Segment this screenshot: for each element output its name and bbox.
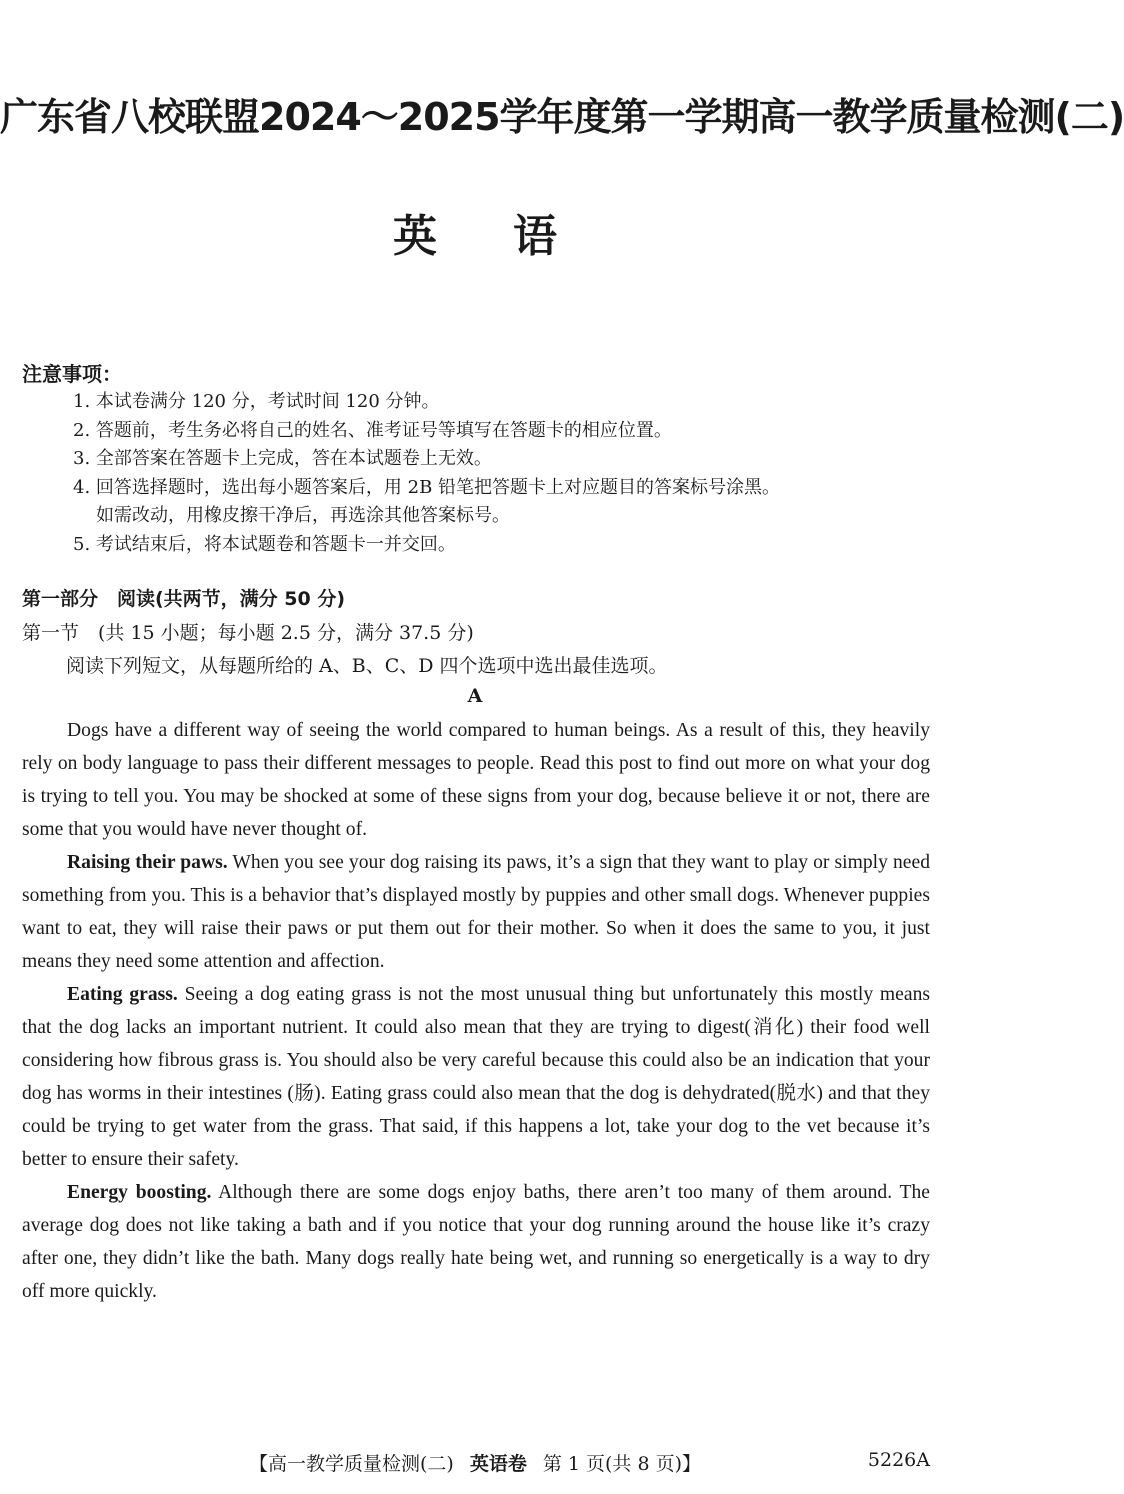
notice-item: 1. 本试卷满分 120 分，考试时间 120 分钟。 [73, 391, 440, 412]
passage-paragraph [22, 846, 930, 978]
subject-char-2: 语 [513, 211, 557, 262]
subject-char-1: 英 [393, 211, 437, 262]
paragraph-text: Although there are some dogs enjoy baths, there aren’t too many of them around. The average dog does not like taking a bath and if you notice that your dog running around the house like it’s crazy after one, they didn’t like the bath. Many dogs really hate being wet, and running so energetically is a way to dry off more quickly. [22, 1182, 930, 1302]
notice-list [73, 388, 943, 559]
paragraph-text: When you see your dog raising its paws, it’s a sign that they want to play or simply need something from you. This is a behavior that’s displayed mostly by puppies and other small dogs. Whenever puppies want to eat, they will raise their paws or put them out for their mother. So when it does the same to you, it just means they need some attention and affection. [22, 852, 930, 972]
passage-a [22, 714, 930, 1308]
footer-page-number: 第 1 页(共 8 页)】 [542, 1453, 701, 1475]
notice-item-continuation: 如需改动，用橡皮擦干净后，再选涂其他答案标号。 [96, 505, 510, 526]
notice-heading: 注意事项： [22, 362, 122, 386]
section-heading: 第一节 (共 15 小题；每小题 2.5 分，满分 37.5 分) [22, 622, 474, 644]
paragraph-text: Seeing a dog eating grass is not the most unusual thing but unfortunately this mostly means that the dog lacks an important nutrient. It could also mean that they are trying to digest(消化) their food well considering how fibrous grass is. You should also be very careful because this could also be an indication that your dog has worms in their intestines (肠). Eating grass could also mean that the dog is dehydrated(脱水) and that they could be trying to get water from the grass. That said, if this happens a lot, take your dog to the vet because it’s better to ensure their safety. [22, 984, 930, 1170]
paragraph-heading: Eating grass. [67, 984, 178, 1005]
passage-paragraph [22, 1176, 930, 1308]
footer-subject: 英语卷 [469, 1453, 527, 1475]
subject-title [0, 200, 950, 264]
exam-title: 广东省八校联盟2024～2025学年度第一学期高一教学质量检测(二) [0, 95, 1124, 139]
reading-instructions: 阅读下列短文，从每题所给的 A、B、C、D 四个选项中选出最佳选项。 [66, 655, 668, 677]
notice-item: 4. 回答选择题时，选出每小题答案后，用 2B 铅笔把答题卡上对应题目的答案标号涂黑。 [73, 476, 781, 498]
part-heading: 第一部分 阅读(共两节，满分 50 分) [22, 588, 346, 610]
notice-item: 5. 考试结束后，将本试题卷和答题卡一并交回。 [73, 533, 456, 555]
passage-paragraph: Dogs have a different way of seeing the world compared to human beings. As a result of this, they heavily rely on body language to pass their different messages to people. Read this post to find out more on what your dog is trying to tell you. You may be shocked at some of these signs from your dog, because believe it or not, there are some that you would have never thought of. [22, 720, 930, 840]
paragraph-heading: Raising their paws. [67, 852, 228, 873]
paragraph-heading: Energy boosting. [67, 1182, 212, 1203]
passage-paragraph [22, 978, 930, 1176]
footer-exam-name: 【高一教学质量检测(二) [248, 1453, 454, 1475]
notice-item: 2. 答题前，考生务必将自己的姓名、准考证号等填写在答题卡的相应位置。 [73, 419, 672, 441]
paper-code: 5226A [867, 1449, 930, 1471]
page-footer [0, 1449, 950, 1476]
passage-letter: A [467, 685, 483, 707]
notice-item: 3. 全部答案在答题卡上完成，答在本试题卷上无效。 [73, 448, 492, 469]
